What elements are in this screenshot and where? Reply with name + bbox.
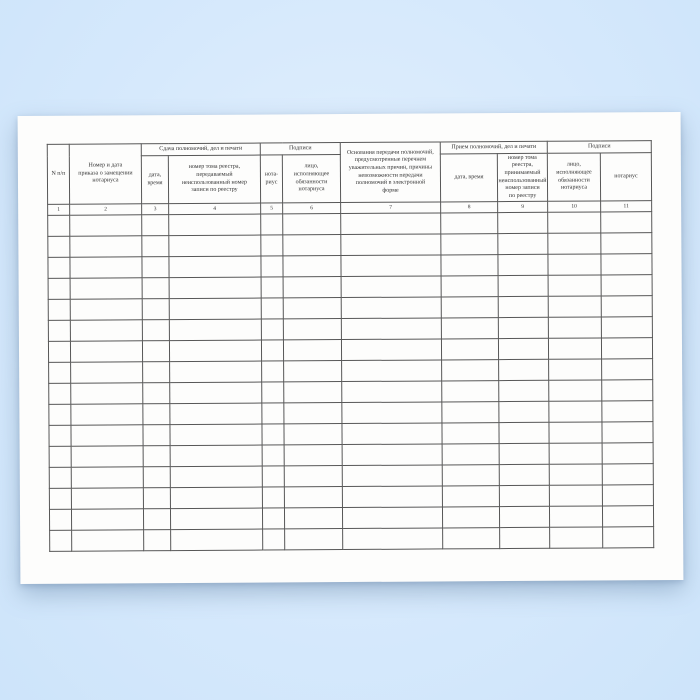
- register-table: [47, 140, 655, 552]
- table-cell: [499, 401, 549, 422]
- table-cell: [49, 446, 71, 467]
- column-number: 7: [341, 202, 441, 214]
- table-cell: [261, 298, 283, 319]
- table-cell: [601, 296, 652, 317]
- table-cell: [170, 466, 262, 488]
- table-cell: [262, 487, 284, 508]
- table-cell: [341, 318, 441, 340]
- table-cell: [498, 254, 548, 275]
- table-cell: [549, 464, 602, 485]
- table-cell: [170, 487, 262, 509]
- table-cell: [341, 234, 441, 256]
- table-cell: [283, 256, 341, 277]
- table-cell: [341, 297, 441, 319]
- table-cell: [49, 362, 71, 383]
- table-cell: [441, 318, 498, 339]
- table-cell: [549, 485, 602, 506]
- table-cell: [143, 383, 170, 404]
- table-cell: [342, 507, 442, 529]
- table-cell: [342, 465, 442, 487]
- table-cell: [548, 317, 601, 338]
- table-cell: [499, 485, 549, 506]
- table-cell: [499, 506, 549, 527]
- table-cell: [169, 256, 261, 278]
- table-cell: [342, 381, 442, 403]
- table-cell: [548, 338, 601, 359]
- table-cell: [441, 297, 498, 318]
- header-col-npp: N п/п: [47, 144, 69, 204]
- group-header-sdacha: Сдача полномочий, дел и печати: [141, 143, 260, 156]
- table-cell: [142, 299, 169, 320]
- table-cell: [341, 213, 441, 235]
- table-cell: [72, 530, 144, 551]
- table-cell: [342, 486, 442, 508]
- table-cell: [601, 254, 652, 275]
- table-cell: [49, 488, 71, 509]
- table-cell: [169, 340, 261, 362]
- table-cell: [342, 360, 442, 382]
- table-cell: [142, 215, 169, 236]
- column-number: 1: [48, 204, 70, 215]
- table-cell: [142, 257, 169, 278]
- table-cell: [143, 425, 170, 446]
- header-col-data-vremya-priem: дата, время: [440, 154, 497, 202]
- table-cell: [142, 320, 169, 341]
- table-cell: [549, 359, 602, 380]
- column-number: 11: [601, 201, 652, 212]
- table-cell: [170, 382, 262, 404]
- table-cell: [170, 445, 262, 467]
- column-number: 2: [70, 204, 142, 215]
- table-cell: [143, 488, 170, 509]
- table-cell: [71, 425, 143, 446]
- table-cell: [284, 445, 342, 466]
- table-cell: [498, 233, 548, 254]
- table-cell: [169, 319, 261, 341]
- header-col-nomer-toma-priem: номер тома реестра, принимаемый неиспользованный номер записи по реестру: [497, 153, 547, 201]
- table-cell: [601, 317, 652, 338]
- table-cell: [262, 424, 284, 445]
- table-cell: [71, 509, 143, 530]
- table-cell: [262, 445, 284, 466]
- column-number: 4: [169, 203, 261, 215]
- table-cell: [48, 257, 70, 278]
- table-cell: [48, 299, 70, 320]
- table-cell: [285, 529, 343, 550]
- table-cell: [549, 506, 602, 527]
- table-cell: [441, 255, 498, 276]
- table-cell: [70, 320, 142, 341]
- table-cell: [602, 485, 653, 506]
- header-col-data-vremya-sdacha: дата, время: [141, 156, 168, 204]
- table-cell: [142, 341, 169, 362]
- table-cell: [48, 278, 70, 299]
- table-cell: [549, 422, 602, 443]
- header-col-prikaz: Номер и дата приказа о замещении нотариуса: [69, 144, 141, 204]
- table-cell: [261, 319, 283, 340]
- table-cell: [48, 320, 70, 341]
- table-cell: [261, 277, 283, 298]
- table-cell: [341, 276, 441, 298]
- table-cell: [171, 529, 263, 551]
- table-cell: [602, 506, 653, 527]
- table-body: [48, 212, 654, 552]
- header-col-notarius-sdacha: нота- риус: [260, 155, 282, 203]
- table-cell: [283, 298, 341, 319]
- table-cell: [170, 508, 262, 530]
- table-cell: [48, 215, 70, 236]
- table-cell: [284, 361, 342, 382]
- table-cell: [262, 466, 284, 487]
- table-cell: [548, 275, 601, 296]
- table-cell: [342, 423, 442, 445]
- table-cell: [48, 341, 70, 362]
- column-number: 9: [498, 201, 548, 212]
- table-cell: [341, 339, 441, 361]
- column-number: 3: [142, 204, 169, 215]
- table-cell: [442, 465, 499, 486]
- table-cell: [548, 254, 601, 275]
- table-cell: [71, 488, 143, 509]
- table-cell: [71, 383, 143, 404]
- table-cell: [284, 466, 342, 487]
- table-cell: [441, 339, 498, 360]
- table-cell: [442, 402, 499, 423]
- table-cell: [601, 212, 652, 233]
- table-cell: [142, 236, 169, 257]
- table-cell: [169, 214, 261, 236]
- table-cell: [498, 275, 548, 296]
- table-cell: [284, 403, 342, 424]
- table-cell: [70, 278, 142, 299]
- table-cell: [549, 380, 602, 401]
- table-cell: [49, 509, 71, 530]
- table-cell: [441, 234, 498, 255]
- table-cell: [49, 383, 71, 404]
- column-number: 6: [283, 203, 341, 214]
- table-cell: [261, 214, 283, 235]
- table-cell: [50, 530, 72, 551]
- header-col-osnovaniya: Основания передачи полномочий, предусмотренные перечнем уважительных причин, причины невозможности передачи полномочий в электронной форме: [340, 142, 440, 203]
- table-cell: [499, 443, 549, 464]
- table-cell: [548, 233, 601, 254]
- header-col-nomer-toma-sdacha: номер тома реестра, передаваемый неиспользованный номер записи по реестру: [168, 155, 260, 204]
- table-cell: [261, 235, 283, 256]
- group-header-priem: Прием полномочий, дел и печати: [440, 141, 547, 154]
- column-number: 8: [441, 202, 498, 213]
- table-cell: [499, 380, 549, 401]
- table-cell: [71, 404, 143, 425]
- table-row: [50, 527, 654, 552]
- table-cell: [170, 361, 262, 383]
- table-cell: [70, 341, 142, 362]
- table-cell: [442, 486, 499, 507]
- table-cell: [261, 256, 283, 277]
- table-cell: [601, 338, 652, 359]
- table-cell: [498, 296, 548, 317]
- table-cell: [142, 278, 169, 299]
- table-cell: [548, 296, 601, 317]
- table-cell: [342, 402, 442, 424]
- table-cell: [70, 299, 142, 320]
- table-cell: [49, 425, 71, 446]
- table-cell: [262, 382, 284, 403]
- table-cell: [283, 235, 341, 256]
- table-cell: [48, 236, 70, 257]
- table-cell: [442, 360, 499, 381]
- header-col-lico-priem: лицо, исполняющее обязанности нотариуса: [547, 153, 600, 201]
- table-cell: [143, 509, 170, 530]
- table-cell: [169, 235, 261, 257]
- table-cell: [263, 529, 285, 550]
- table-cell: [143, 404, 170, 425]
- table-cell: [549, 443, 602, 464]
- table-cell: [283, 277, 341, 298]
- table-cell: [498, 338, 548, 359]
- table-cell: [499, 464, 549, 485]
- table-cell: [548, 212, 601, 233]
- table-cell: [442, 381, 499, 402]
- table-cell: [498, 212, 548, 233]
- table-cell: [262, 403, 284, 424]
- table-cell: [498, 317, 548, 338]
- table-cell: [261, 340, 283, 361]
- table-cell: [441, 213, 498, 234]
- table-cell: [499, 422, 549, 443]
- group-header-podpisi-1: Подписи: [260, 143, 340, 155]
- header-col-lico-sdacha: лицо, исполняющее обязанности нотариуса: [282, 155, 340, 203]
- table-cell: [442, 444, 499, 465]
- group-header-podpisi-2: Подписи: [547, 141, 651, 154]
- table-cell: [170, 403, 262, 425]
- table-cell: [602, 464, 653, 485]
- table-cell: [602, 401, 653, 422]
- table-cell: [549, 401, 602, 422]
- table-cell: [143, 467, 170, 488]
- table-cell: [262, 361, 284, 382]
- table-cell: [602, 443, 653, 464]
- table-cell: [601, 233, 652, 254]
- column-number: 5: [261, 203, 283, 214]
- table-cell: [441, 276, 498, 297]
- table-cell: [283, 214, 341, 235]
- table-cell: [601, 275, 652, 296]
- table-cell: [49, 404, 71, 425]
- table-cell: [71, 362, 143, 383]
- table-cell: [169, 298, 261, 320]
- table-cell: [284, 382, 342, 403]
- table-cell: [442, 507, 499, 528]
- table-cell: [602, 422, 653, 443]
- table-cell: [49, 467, 71, 488]
- table-cell: [602, 380, 653, 401]
- table-cell: [343, 528, 443, 550]
- table-cell: [283, 319, 341, 340]
- table-cell: [284, 487, 342, 508]
- table-cell: [499, 359, 549, 380]
- table-cell: [550, 527, 603, 548]
- table-cell: [71, 446, 143, 467]
- table-cell: [262, 508, 284, 529]
- table-cell: [443, 528, 500, 549]
- table-cell: [70, 236, 142, 257]
- table-cell: [71, 467, 143, 488]
- paper-sheet: [18, 112, 684, 584]
- table-cell: [500, 527, 550, 548]
- table-cell: [341, 255, 441, 277]
- table-cell: [284, 508, 342, 529]
- table-cell: [170, 424, 262, 446]
- table-cell: [169, 277, 261, 299]
- table-cell: [603, 527, 654, 548]
- table-header: [47, 141, 651, 216]
- table-cell: [143, 446, 170, 467]
- table-cell: [284, 424, 342, 445]
- table-cell: [442, 423, 499, 444]
- table-cell: [70, 257, 142, 278]
- table-cell: [144, 530, 171, 551]
- table-cell: [143, 362, 170, 383]
- table-cell: [342, 444, 442, 466]
- table-cell: [70, 215, 142, 236]
- table-cell: [602, 359, 653, 380]
- header-col-notarius-priem: нотариус: [600, 153, 651, 201]
- column-number: 10: [548, 201, 601, 212]
- table-cell: [283, 340, 341, 361]
